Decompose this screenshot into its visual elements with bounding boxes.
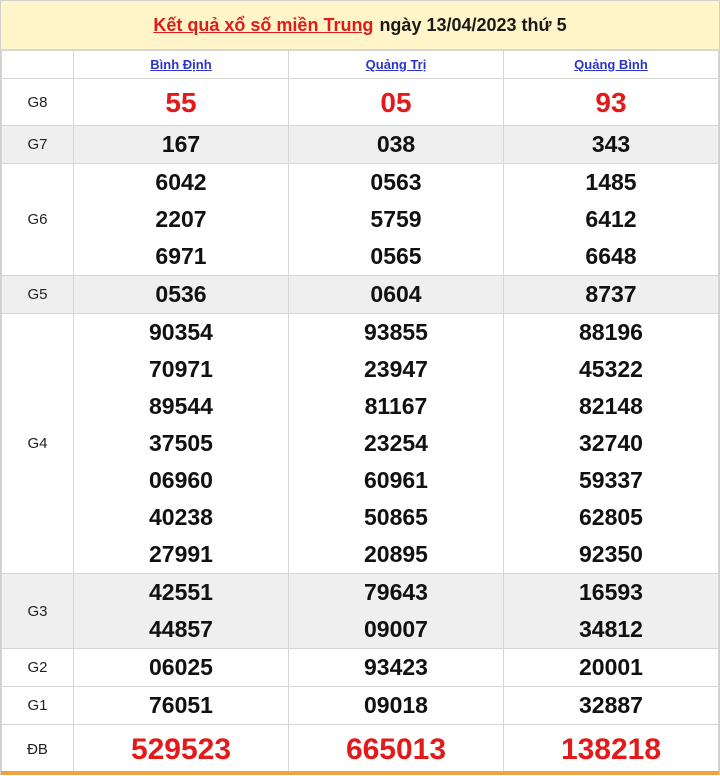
prize-cell [74, 79, 289, 126]
prize-cell [289, 126, 504, 164]
winning-number: 70971 [149, 356, 213, 382]
province-link-binh-dinh[interactable]: Bình Định [150, 57, 212, 72]
prize-label: G1 [2, 687, 74, 725]
winning-number: 8737 [585, 281, 637, 307]
winning-number: 23947 [364, 356, 428, 382]
prize-row-g3 [2, 574, 719, 649]
winning-number: 06960 [149, 467, 213, 493]
prize-row-g4 [2, 314, 719, 574]
province-link-quang-binh[interactable]: Quảng Bình [574, 57, 648, 72]
winning-number: 93423 [364, 654, 428, 680]
prize-cell [504, 79, 719, 126]
winning-number: 59337 [579, 467, 643, 493]
winning-number: 37505 [149, 430, 213, 456]
prize-row-g2 [2, 649, 719, 687]
winning-number: 09007 [364, 616, 428, 642]
winning-number: 16593 [579, 579, 643, 605]
prize-cell [74, 649, 289, 687]
results-table [1, 50, 719, 775]
prize-cell [504, 164, 719, 276]
prize-label: G7 [2, 126, 74, 164]
winning-number: 32740 [579, 430, 643, 456]
prize-label: ĐB [2, 725, 74, 775]
winning-number: 0565 [370, 243, 422, 269]
prize-cell [74, 164, 289, 276]
winning-number: 529523 [130, 733, 232, 766]
winning-number: 0604 [370, 281, 422, 307]
winning-number: 93 [595, 86, 627, 118]
winning-number: 92350 [579, 541, 643, 567]
results-title [1, 1, 719, 50]
prize-label: G6 [2, 164, 74, 276]
winning-number: 2207 [155, 206, 207, 232]
winning-number: 09018 [364, 692, 428, 718]
winning-number: 62805 [579, 504, 643, 530]
prize-row-g7 [2, 126, 719, 164]
winning-number: 06025 [149, 654, 213, 680]
prize-row-g1 [2, 687, 719, 725]
winning-number: 6042 [155, 169, 207, 195]
prize-cell [504, 276, 719, 314]
winning-number: 82148 [579, 393, 643, 419]
winning-number: 89544 [149, 393, 213, 419]
winning-number: 138218 [560, 733, 662, 766]
prize-cell [289, 164, 504, 276]
winning-number: 44857 [149, 616, 213, 642]
prize-row-db [2, 725, 719, 775]
winning-number: 81167 [364, 393, 428, 419]
winning-number: 343 [591, 131, 631, 157]
prize-cell [504, 126, 719, 164]
draw-date: ngày 13/04/2023 thứ 5 [379, 14, 567, 35]
winning-number: 0563 [370, 169, 422, 195]
winning-number: 23254 [364, 430, 428, 456]
province-header [289, 51, 504, 79]
prize-cell [504, 314, 719, 574]
prize-cell [289, 725, 504, 775]
winning-number: 665013 [345, 733, 447, 766]
prize-cell [504, 725, 719, 775]
winning-number: 6971 [155, 243, 207, 269]
winning-number: 88196 [579, 319, 643, 345]
prize-rows [2, 79, 719, 775]
prize-row-g8 [2, 79, 719, 126]
prize-cell [289, 79, 504, 126]
prize-row-g5 [2, 276, 719, 314]
province-header-row [2, 51, 719, 79]
region-results-link[interactable]: Kết quả xổ số miền Trung [153, 14, 374, 35]
prize-cell [74, 687, 289, 725]
winning-number: 76051 [149, 692, 213, 718]
winning-number: 90354 [149, 319, 213, 345]
winning-number: 20001 [579, 654, 643, 680]
winning-number: 20895 [364, 541, 428, 567]
prize-cell [289, 314, 504, 574]
prize-cell [504, 687, 719, 725]
winning-number: 42551 [149, 579, 213, 605]
prize-cell [74, 126, 289, 164]
winning-number: 6648 [585, 243, 637, 269]
prize-cell [74, 314, 289, 574]
winning-number: 038 [376, 131, 416, 157]
prize-cell [504, 649, 719, 687]
prize-label: G2 [2, 649, 74, 687]
winning-number: 5759 [370, 206, 422, 232]
prize-cell [289, 687, 504, 725]
winning-number: 45322 [579, 356, 643, 382]
prize-cell [74, 276, 289, 314]
winning-number: 27991 [149, 541, 213, 567]
winning-number: 79643 [364, 579, 428, 605]
prize-cell [504, 574, 719, 649]
winning-number: 0536 [155, 281, 207, 307]
province-header [74, 51, 289, 79]
winning-number: 32887 [579, 692, 643, 718]
province-link-quang-tri[interactable]: Quảng Trị [365, 57, 427, 72]
prize-cell [74, 725, 289, 775]
winning-number: 167 [161, 131, 201, 157]
prize-cell [289, 276, 504, 314]
winning-number: 1485 [585, 169, 637, 195]
prize-row-g6 [2, 164, 719, 276]
winning-number: 50865 [364, 504, 428, 530]
winning-number: 55 [165, 86, 197, 118]
winning-number: 05 [380, 86, 412, 118]
winning-number: 93855 [364, 319, 428, 345]
prize-cell [74, 574, 289, 649]
winning-number: 6412 [585, 206, 637, 232]
prize-label: G3 [2, 574, 74, 649]
winning-number: 60961 [364, 467, 428, 493]
prize-label: G8 [2, 79, 74, 126]
corner-cell [2, 51, 74, 79]
prize-label: G5 [2, 276, 74, 314]
prize-cell [289, 649, 504, 687]
winning-number: 34812 [579, 616, 643, 642]
bottom-accent-bar [1, 771, 719, 775]
prize-label: G4 [2, 314, 74, 574]
winning-number: 40238 [149, 504, 213, 530]
province-header [504, 51, 719, 79]
prize-cell [289, 574, 504, 649]
